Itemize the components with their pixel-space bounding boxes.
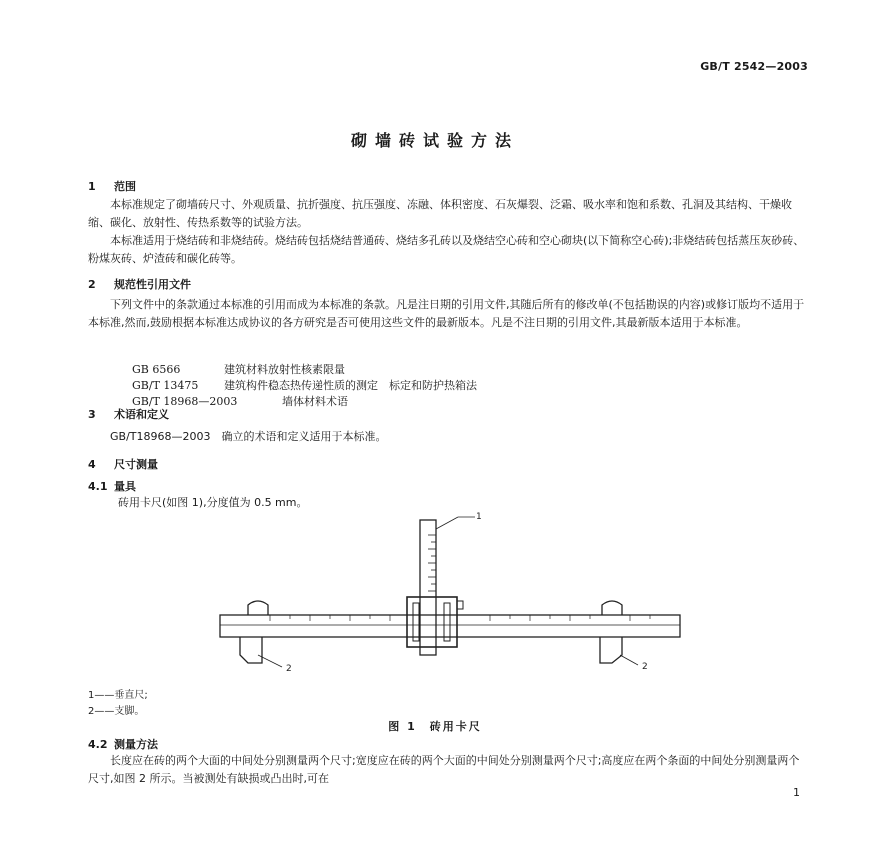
callout-1: 1: [476, 512, 482, 522]
figure-caption: 图 1 砖用卡尺: [388, 720, 482, 733]
left-support-foot: [240, 637, 262, 663]
section-4-1-paragraph: 砖用卡尺(如图 1),分度值为 0.5 mm。: [118, 496, 308, 509]
section-2-paragraph-1: 下列文件中的条款通过本标准的引用而成为本标准的条款。凡是注日期的引用文件,其随后所有的修改单(不包括勘误的内容)或修订版均不适用于本标准,然而,鼓励根据本标准达成协议的各方研究是否可使用这些文件的最新版本。凡是不注日期的引用文件,其最新版本适用于本标准。: [88, 298, 805, 329]
section-2-heading: 2 规范性引用文件: [88, 278, 191, 291]
section-3-paragraph-1: GB/T18968—2003 确立的术语和定义适用于本标准。: [110, 430, 387, 443]
reference-item: GB/T 18968—2003 墙体材料术语: [132, 395, 348, 408]
standard-code: GB/T 2542—2003: [700, 60, 808, 73]
section-1-paragraph-1: 本标准规定了砌墙砖尺寸、外观质量、抗折强度、抗压强度、冻融、体积密度、石灰爆裂、泛霜、吸水率和饱和系数、孔洞及其结构、干燥收缩、碳化、放射性、传热系数等的试验方法。: [88, 198, 792, 229]
callout-2-left: 2: [286, 664, 292, 674]
section-4-2-paragraph: 长度应在砖的两个大面的中间处分别测量两个尺寸;宽度应在砖的两个大面的中间处分别测量两个尺寸;高度应在两个条面的中间处分别测量两个尺寸,如图 2 所示。当被测处有缺损或凸出时,可在: [88, 754, 800, 785]
section-4-2-heading: 4.2 测量方法: [88, 738, 158, 751]
vertical-ruler: [420, 520, 436, 655]
page-number: 1: [793, 786, 800, 799]
reference-item: GB 6566 建筑材料放射性核素限量: [132, 363, 345, 376]
right-knob: [602, 601, 622, 615]
section-1-heading: 1 范围: [88, 180, 136, 193]
brick-caliper-figure: [200, 505, 700, 695]
reference-item: GB/T 13475 建筑构件稳态热传递性质的测定 标定和防护热箱法: [132, 379, 477, 392]
section-1-paragraph-2: 本标准适用于烧结砖和非烧结砖。烧结砖包括烧结普通砖、烧结多孔砖以及烧结空心砖和空心砌块(以下简称空心砖);非烧结砖包括蒸压灰砂砖、粉煤灰砖、炉渣砖和碳化砖等。: [88, 234, 805, 265]
right-support-foot: [600, 637, 622, 663]
horizontal-bar-ticks: [270, 615, 650, 621]
section-4-1-heading: 4.1 量具: [88, 480, 136, 493]
left-knob: [248, 601, 268, 615]
section-4-heading: 4 尺寸测量: [88, 458, 158, 471]
callout-2-right: 2: [642, 662, 648, 672]
document-title: 砌墙砖试验方法: [350, 131, 519, 150]
section-3-heading: 3 术语和定义: [88, 408, 169, 421]
figure-legend-1: 1——垂直尺;: [88, 690, 148, 701]
figure-legend-2: 2——支脚。: [88, 706, 145, 717]
vertical-ruler-ticks: [428, 535, 436, 591]
